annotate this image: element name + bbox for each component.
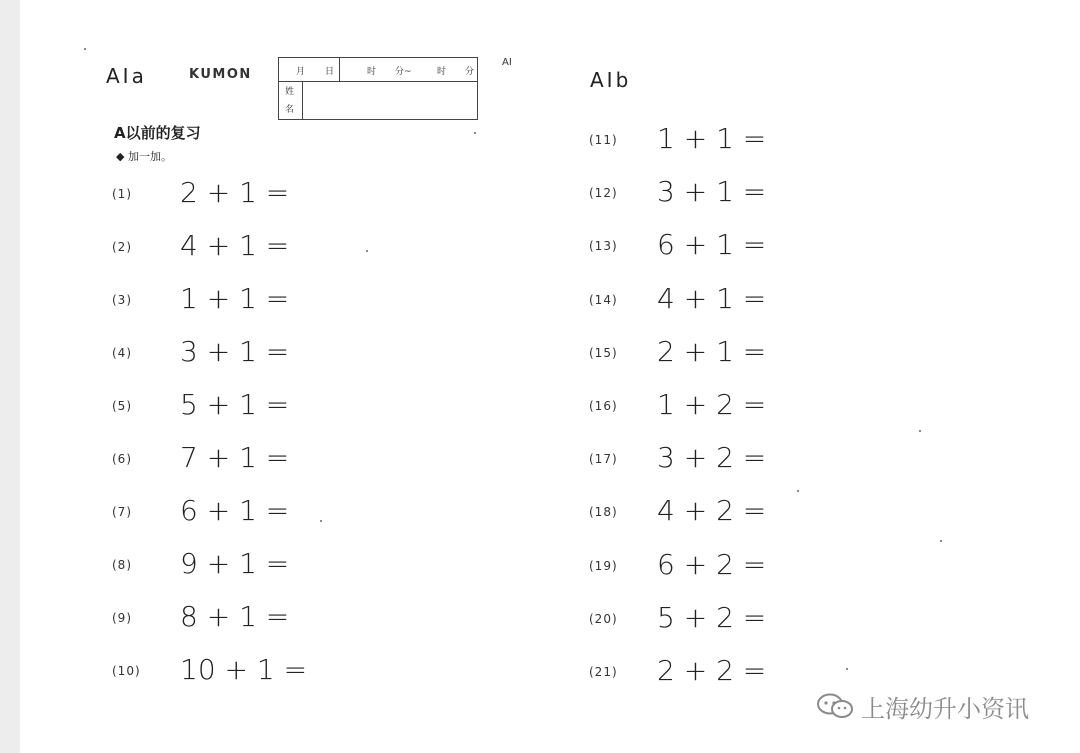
problem-number: (8)	[112, 558, 132, 572]
time-row	[279, 58, 477, 82]
wechat-icon	[815, 692, 855, 720]
section-title: A以前的复习	[114, 124, 201, 142]
name-label-top: 姓	[285, 87, 295, 97]
date-name-form	[278, 57, 478, 120]
problem-number: (14)	[589, 292, 618, 307]
problem-expression: 4 + 1 =	[657, 281, 767, 315]
watermark	[815, 690, 1029, 722]
problem-number: (5)	[112, 399, 132, 413]
problem-item	[589, 282, 849, 322]
problem-expression: 1 + 1 =	[657, 122, 767, 155]
problem-expression: 2 + 1 =	[657, 334, 767, 368]
problem-number: (12)	[589, 186, 618, 201]
problem-item	[112, 388, 372, 428]
corner-code: AI	[502, 57, 512, 68]
problem-expression: 6 + 1 =	[657, 228, 767, 262]
problem-number: (3)	[112, 293, 132, 307]
problem-expression: 3 + 2 =	[657, 441, 767, 475]
problem-item	[589, 335, 849, 375]
month-label: 月	[296, 67, 306, 77]
problem-number: (7)	[112, 505, 132, 519]
problem-number: (9)	[112, 611, 132, 625]
problem-item	[589, 388, 849, 428]
problem-item	[589, 548, 849, 588]
scan-speck	[474, 132, 476, 134]
instruction-text: ◆ 加一加。	[116, 150, 172, 163]
problem-expression: 3 + 1 =	[180, 335, 290, 368]
problem-number: (15)	[589, 345, 618, 360]
problem-number: (20)	[589, 611, 618, 626]
problem-item	[112, 547, 372, 587]
scan-speck	[84, 48, 86, 50]
brand-logo: KUMON	[189, 67, 252, 82]
problem-number: (17)	[589, 452, 618, 467]
problem-number: (21)	[589, 665, 618, 679]
problem-number: (4)	[112, 346, 132, 360]
scan-speck	[366, 250, 368, 252]
problem-item	[112, 494, 372, 534]
scan-speck	[919, 430, 921, 432]
problem-expression: 5 + 1 =	[180, 388, 290, 421]
day-label: 日	[325, 67, 335, 77]
problem-item	[589, 122, 849, 162]
problem-item	[589, 228, 849, 268]
minute-label-1: 分~	[395, 67, 412, 77]
watermark-text: 上海幼升小资讯	[861, 694, 1029, 723]
page-code-left: AIa	[106, 64, 147, 88]
problem-expression: 6 + 2 =	[657, 547, 767, 581]
problem-expression: 4 + 1 =	[180, 229, 290, 262]
problem-expression: 2 + 2 =	[657, 654, 767, 687]
problem-expression: 3 + 1 =	[657, 175, 767, 209]
problem-expression: 10 + 1 =	[180, 653, 308, 686]
divider	[339, 58, 340, 81]
problem-number: (10)	[112, 664, 141, 678]
problem-expression: 9 + 1 =	[180, 547, 290, 580]
hour-label-1: 时	[367, 67, 377, 77]
sheet-edge	[0, 0, 20, 753]
scan-speck	[320, 520, 322, 522]
problem-item	[112, 176, 372, 216]
problem-item	[589, 494, 849, 534]
problem-expression: 2 + 1 =	[180, 176, 290, 209]
problem-item	[112, 335, 372, 375]
problem-expression: 7 + 1 =	[180, 441, 290, 474]
problem-number: (11)	[589, 133, 618, 147]
problem-item	[589, 441, 849, 481]
problem-number: (1)	[112, 187, 132, 201]
scan-speck	[797, 490, 799, 492]
problem-item	[112, 229, 372, 269]
problem-item	[112, 600, 372, 640]
problem-expression: 1 + 2 =	[657, 388, 767, 421]
problem-item	[589, 175, 849, 215]
problem-number: (16)	[589, 399, 618, 413]
problem-expression: 5 + 2 =	[657, 600, 767, 634]
problem-item	[112, 441, 372, 481]
problem-expression: 1 + 1 =	[180, 282, 290, 315]
problem-expression: 4 + 2 =	[657, 494, 767, 528]
problem-number: (18)	[589, 505, 618, 520]
scan-speck	[846, 668, 848, 670]
scan-speck	[940, 540, 942, 542]
problem-number: (13)	[589, 239, 618, 254]
problem-expression: 6 + 1 =	[180, 494, 290, 527]
problem-item	[589, 654, 849, 694]
problem-expression: 8 + 1 =	[180, 600, 290, 633]
problem-item	[112, 653, 372, 693]
problem-number: (2)	[112, 240, 132, 254]
name-label-bottom: 名	[285, 105, 295, 115]
problem-item	[112, 282, 372, 322]
name-label-cell	[279, 81, 303, 119]
problem-item	[589, 601, 849, 641]
minute-label-2: 分	[465, 67, 475, 77]
problem-number: (6)	[112, 452, 132, 466]
hour-label-2: 时	[437, 67, 447, 77]
problem-number: (19)	[589, 558, 618, 573]
page-code-right: AIb	[590, 68, 632, 92]
